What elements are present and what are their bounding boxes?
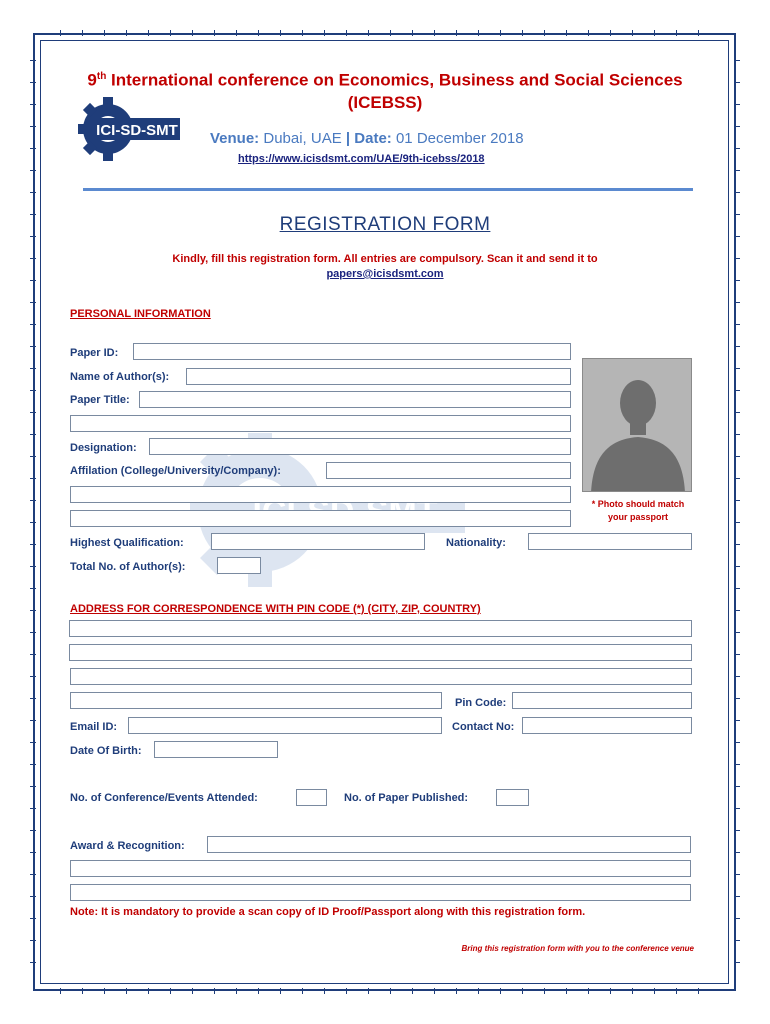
border-tick [214,30,215,36]
affiliation-field-line-2[interactable] [70,486,571,503]
instruction-text: Kindly, fill this registration form. All entries are compulsory. Scan it and send it to [172,253,598,265]
border-tick [148,988,149,994]
border-tick [734,148,740,149]
email-label: Email ID: [70,721,118,733]
papers-published-label: No. of Paper Published: [344,792,469,804]
border-tick [734,302,740,303]
border-tick [30,126,36,127]
form-instructions [70,252,700,282]
photo-note [582,498,694,524]
authors-field[interactable] [186,368,571,385]
border-tick [610,988,611,994]
border-tick [500,988,501,994]
border-tick [30,764,36,765]
border-tick [632,988,633,994]
border-tick [734,412,740,413]
section-personal-information: PERSONAL INFORMATION [70,308,211,320]
border-tick [192,30,193,36]
border-tick [566,988,567,994]
date-value: 01 December 2018 [391,130,524,147]
photo-note-line1: * Photo should match [591,499,685,509]
form-title: REGISTRATION FORM [279,214,491,235]
border-tick [30,60,36,61]
border-tick [30,720,36,721]
border-tick [734,676,740,677]
border-tick [734,808,740,809]
border-tick [566,30,567,36]
border-tick [258,30,259,36]
border-tick [734,962,740,963]
border-tick [734,82,740,83]
border-tick [30,280,36,281]
border-tick [60,988,61,994]
awards-field-line-2[interactable] [70,860,691,877]
border-tick [368,30,369,36]
border-tick [346,988,347,994]
awards-label: Award & Recognition: [70,840,185,852]
border-tick [30,808,36,809]
border-tick [734,214,740,215]
title-ordinal-suffix: th [96,71,107,82]
border-tick [30,324,36,325]
border-tick [544,30,545,36]
border-tick [544,988,545,994]
border-tick [734,764,740,765]
border-tick [236,988,237,994]
mandatory-note: Note: It is mandatory to provide a scan copy of ID Proof/Passport along with this registration form. [70,906,586,918]
border-tick [280,30,281,36]
border-tick [30,962,36,963]
border-tick [734,368,740,369]
section-address: ADDRESS FOR CORRESPONDENCE WITH PIN CODE (*) (CITY, ZIP, COUNTRY) [70,603,481,615]
border-tick [192,988,193,994]
border-tick [30,368,36,369]
border-tick [676,30,677,36]
border-tick [126,30,127,36]
border-tick [346,30,347,36]
awards-field-line-3[interactable] [70,884,691,901]
address-field-line-2[interactable] [69,644,692,661]
border-tick [734,104,740,105]
border-tick [698,30,699,36]
awards-field[interactable] [207,836,691,853]
border-tick [368,988,369,994]
border-tick [734,610,740,611]
border-tick [324,30,325,36]
border-tick [30,918,36,919]
border-tick [30,236,36,237]
papers-published-field[interactable] [496,789,529,806]
border-tick [734,632,740,633]
border-tick [456,30,457,36]
border-tick [170,988,171,994]
border-tick [30,940,36,941]
border-tick [280,988,281,994]
border-tick [30,192,36,193]
paper-title-label: Paper Title: [70,394,130,406]
border-tick [30,676,36,677]
logo-text: ICI-SD-SMT [96,122,178,139]
border-tick [30,566,36,567]
border-tick [30,104,36,105]
border-tick [522,30,523,36]
border-tick [734,126,740,127]
border-tick [30,478,36,479]
border-tick [478,30,479,36]
border-tick [30,786,36,787]
border-tick [734,60,740,61]
border-tick [654,30,655,36]
conference-title [70,66,700,114]
border-tick [30,544,36,545]
border-tick [734,346,740,347]
border-tick [148,30,149,36]
border-tick [30,170,36,171]
border-tick [324,988,325,994]
border-tick [734,786,740,787]
border-tick [734,720,740,721]
address-field-line-1[interactable] [69,620,692,637]
border-tick [734,654,740,655]
border-tick [390,30,391,36]
paper-title-field[interactable] [139,391,571,408]
passport-photo-box[interactable] [582,358,692,492]
border-tick [30,522,36,523]
border-tick [456,988,457,994]
border-tick [30,214,36,215]
border-tick [734,742,740,743]
border-tick [734,588,740,589]
border-tick [82,30,83,36]
paper-id-label: Paper ID: [70,347,119,359]
border-tick [734,324,740,325]
pin-code-label: Pin Code: [455,697,507,709]
border-tick [734,456,740,457]
border-tick [734,258,740,259]
separator: | [345,130,351,147]
border-tick [412,30,413,36]
title-ordinal: 9 [87,70,97,90]
dob-field[interactable] [154,741,278,758]
dob-label: Date Of Birth: [70,745,142,757]
border-tick [30,148,36,149]
affiliation-label: Affilation (College/University/Company): [70,465,281,477]
designation-field[interactable] [149,438,571,455]
border-tick [30,346,36,347]
affiliation-field-line-3[interactable] [70,510,571,527]
border-tick [588,30,589,36]
border-tick [30,896,36,897]
address-field-line-3[interactable] [70,668,692,685]
date-label: Date: [350,130,392,147]
header-divider [83,188,693,191]
border-tick [30,874,36,875]
address-field-line-4[interactable] [70,692,442,709]
border-tick [734,830,740,831]
conference-url-link[interactable]: https://www.icisdsmt.com/UAE/9th-icebss/2018 [238,153,485,165]
border-tick [412,988,413,994]
border-tick [170,30,171,36]
border-tick [734,918,740,919]
border-tick [734,280,740,281]
border-tick [82,988,83,994]
border-tick [734,192,740,193]
person-silhouette-icon [583,359,692,492]
border-tick [30,610,36,611]
border-tick [30,742,36,743]
venue-date-line [210,130,524,147]
border-tick [30,632,36,633]
affiliation-field[interactable] [326,462,571,479]
border-tick [734,500,740,501]
venue-value: Dubai, UAE [259,130,346,147]
border-tick [734,544,740,545]
border-tick [588,988,589,994]
border-tick [214,988,215,994]
border-tick [478,988,479,994]
border-tick [30,456,36,457]
border-tick [30,302,36,303]
paper-id-field[interactable] [133,343,571,360]
border-tick [104,988,105,994]
border-tick [734,566,740,567]
border-tick [390,988,391,994]
border-tick [236,30,237,36]
title-abbreviation: (ICEBSS) [347,92,423,112]
border-tick [734,478,740,479]
border-tick [734,170,740,171]
border-tick [30,412,36,413]
designation-label: Designation: [70,442,137,454]
contact-label: Contact No: [452,721,515,733]
total-authors-label: Total No. of Author(s): [70,561,186,573]
submission-email-link[interactable]: papers@icisdsmt.com [326,268,444,280]
border-tick [104,30,105,36]
border-tick [30,500,36,501]
border-tick [30,434,36,435]
border-tick [258,988,259,994]
border-tick [30,698,36,699]
border-tick [734,434,740,435]
title-main: International conference on Economics, Business and Social Sciences [106,70,683,90]
paper-title-field-line-2[interactable] [70,415,571,432]
border-tick [30,654,36,655]
border-tick [30,82,36,83]
border-tick [126,988,127,994]
border-tick [610,30,611,36]
border-tick [500,30,501,36]
nationality-field[interactable] [528,533,692,550]
border-tick [676,988,677,994]
border-tick [632,30,633,36]
border-tick [30,830,36,831]
border-tick [434,30,435,36]
border-tick [522,988,523,994]
border-tick [302,988,303,994]
nationality-label: Nationality: [446,537,506,549]
total-authors-field[interactable] [217,557,261,574]
border-tick [734,852,740,853]
border-tick [302,30,303,36]
border-tick [60,30,61,36]
border-tick [30,390,36,391]
qualification-field[interactable] [211,533,425,550]
border-tick [30,852,36,853]
pin-code-field[interactable] [512,692,692,709]
qualification-label: Highest Qualification: [70,537,184,549]
authors-label: Name of Author(s): [70,371,170,383]
contact-field[interactable] [522,717,692,734]
border-tick [734,236,740,237]
border-tick [734,698,740,699]
border-tick [734,522,740,523]
photo-note-line2: your passport [607,512,668,522]
border-tick [30,588,36,589]
conferences-label: No. of Conference/Events Attended: [70,792,258,804]
border-tick [734,874,740,875]
border-tick [434,988,435,994]
border-tick [30,258,36,259]
border-tick [734,896,740,897]
email-field[interactable] [128,717,442,734]
border-tick [734,940,740,941]
bring-form-note: Bring this registration form with you to the conference venue [461,944,694,953]
border-tick [654,988,655,994]
conferences-field[interactable] [296,789,327,806]
venue-label: Venue: [210,130,260,147]
border-tick [698,988,699,994]
border-tick [734,390,740,391]
